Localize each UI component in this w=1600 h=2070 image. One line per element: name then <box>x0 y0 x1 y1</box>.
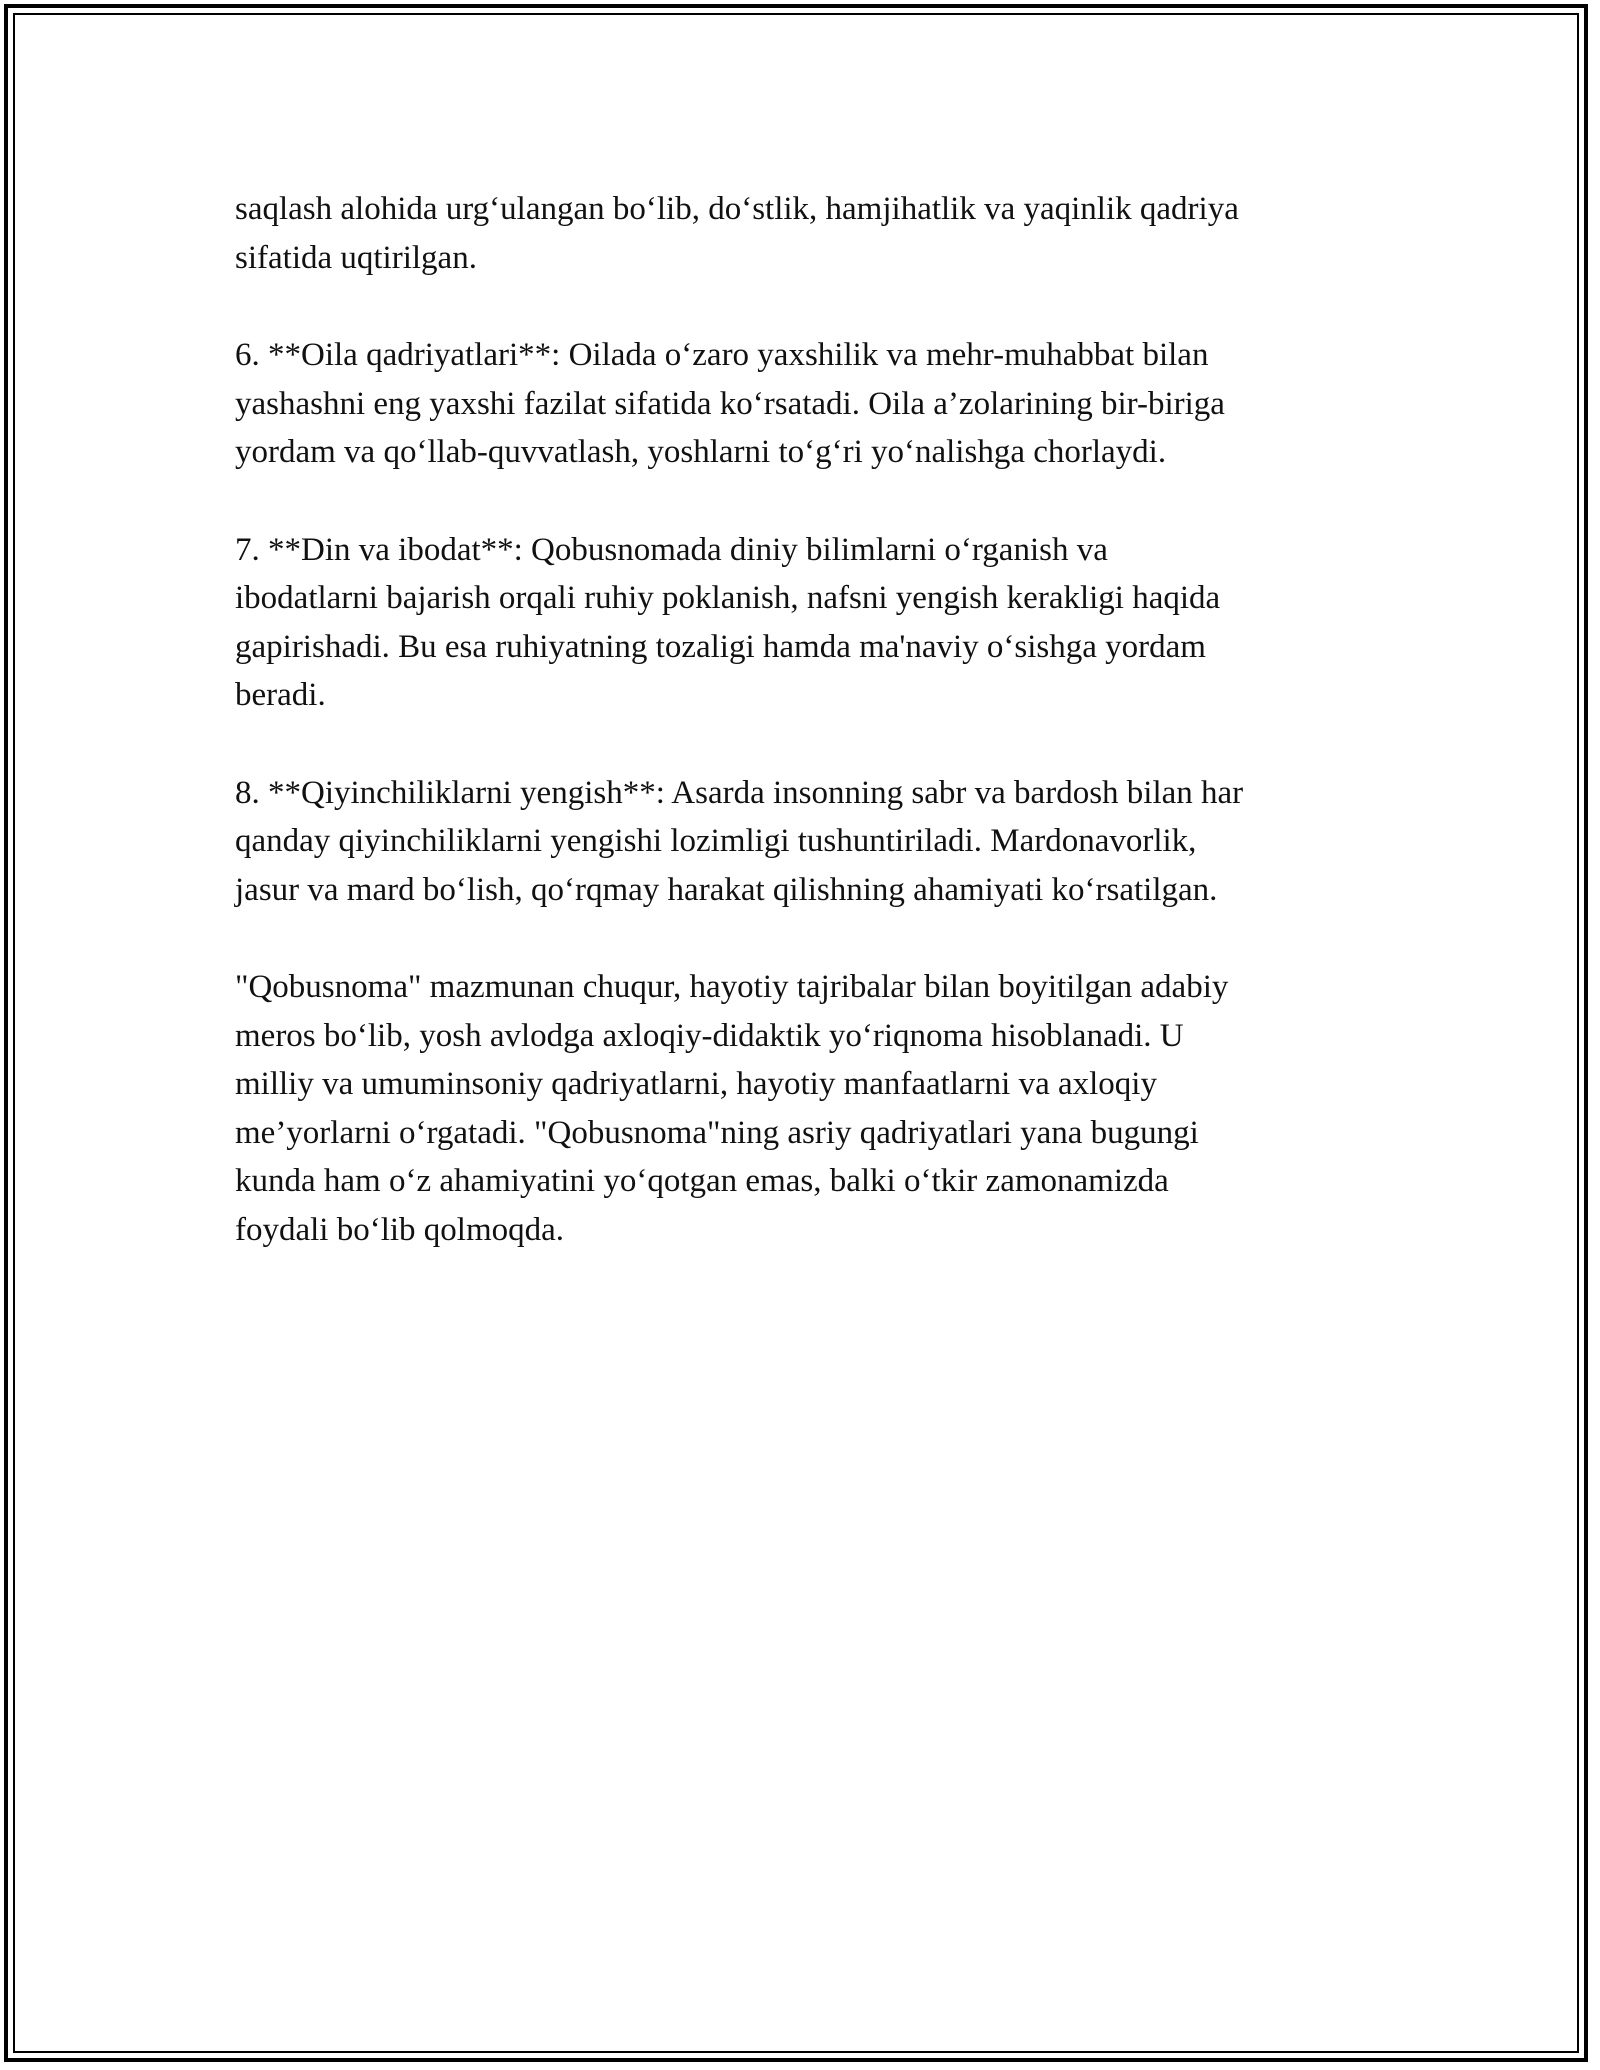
paragraph-religion-worship: 7. **Din va ibodat**: Qobusnomada diniy bilimlarni o‘rganish va ibodatlarni bajarish orqali ruhiy poklanish, nafsni yengish kerakligi haqida gapirishadi. Bu esa ruhiyatning tozaligi hamda ma'naviy o‘sishga yordam beradi. <box>235 531 1221 713</box>
paragraph-conclusion: "Qobusnoma" mazmunan chuqur, hayotiy tajribalar bilan boyitilgan adabiy meros bo‘lib, yosh avlodga axloqiy-didaktik yo‘riqnoma hisoblanadi. U milliy va umuminsoniy qadriyatlarni, hayotiy manfaatlarni va axloqiy me’yorlarni o‘rgatadi. "Qobusnoma"ning asriy qadriyatlari yana bugungi kunda ham o‘z ahamiyatini yo‘qotgan emas, balki o‘tkir zamonamizda foydali bo‘lib qolmoqda. <box>235 969 1229 1248</box>
paragraph-friendship-continuation: saqlash alohida urg‘ulangan bo‘lib, do‘stlik, hamjihatlik va yaqinlik qadriya sifatida uqtirilgan. <box>235 191 1239 276</box>
paragraph-family-values: 6. **Oila qadriyatlari**: Oilada o‘zaro yaxshilik va mehr-muhabbat bilan yashashni eng yaxshi fazilat sifatida ko‘rsatadi. Oila a’zolarining bir-biriga yordam va qo‘llab-quvvatlash, yoshlarni to‘g‘ri yo‘nalishga chorlaydi. <box>235 337 1225 470</box>
document-body <box>235 185 1370 1303</box>
paragraph-overcoming-difficulties: 8. **Qiyinchiliklarni yengish**: Asarda insonning sabr va bardosh bilan har qanday qiyinchiliklarni yengishi lozimligi tushuntiriladi. Mardonavorlik, jasur va mard bo‘lish, qo‘rqmay harakat qilishning ahamiyati ko‘rsatilgan. <box>235 774 1244 908</box>
